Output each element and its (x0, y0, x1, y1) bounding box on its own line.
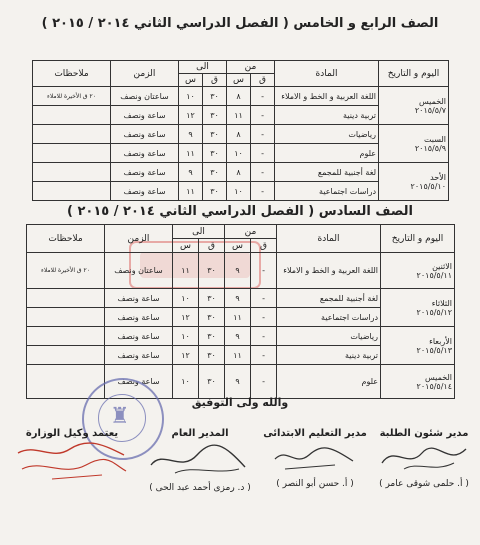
to-q-cell: ٣٠ (199, 289, 225, 308)
day-cell: الثلاثاء ٢٠١٥/٥/١٢ (381, 289, 455, 327)
signature-title: يعتمد وكيل الوزارة (25, 428, 119, 439)
header-to: الى (173, 225, 225, 239)
from-q-cell: - (251, 163, 275, 182)
to-s-cell: ١١ (173, 253, 199, 289)
to-s-cell: ١٢ (173, 308, 199, 327)
notes-cell (33, 106, 111, 125)
to-s-cell: ١٠ (173, 327, 199, 346)
subject-cell: لغة أجنبية للمجمع (277, 289, 381, 308)
subject-cell: رياضيات (275, 125, 379, 144)
header-to-q: ق (203, 74, 227, 87)
day-cell: الأحد ٢٠١٥/٥/١٠ (379, 163, 449, 201)
notes-cell: ٢٠ ق الأخيرة للاملاء (33, 87, 111, 106)
table-row (27, 327, 455, 346)
from-s-cell: ٨ (227, 125, 251, 144)
notes-cell (33, 125, 111, 144)
signature-title: مدير شئون الطلبة (379, 428, 469, 439)
signature-name: ( أ. حسن أبو النصر ) (276, 479, 354, 489)
duration-cell: ساعة ونصف (105, 346, 173, 365)
table-row (33, 125, 449, 144)
from-s-cell: ١١ (227, 106, 251, 125)
header-to-s: س (173, 239, 199, 253)
notes-cell (33, 163, 111, 182)
duration-cell: ساعة ونصف (111, 182, 179, 201)
from-s-cell: ٩ (225, 253, 251, 289)
subject-cell: علوم (275, 144, 379, 163)
signature-general-director (140, 428, 260, 493)
subject-cell: علوم (277, 365, 381, 399)
to-q-cell: ٣٠ (203, 87, 227, 106)
subject-cell: تربية دينية (275, 106, 379, 125)
to-q-cell: ٣٠ (203, 182, 227, 201)
from-s-cell: ٨ (227, 163, 251, 182)
from-q-cell: - (251, 125, 275, 144)
to-q-cell: ٣٠ (203, 163, 227, 182)
handwritten-signature (374, 439, 474, 475)
header-from: من (225, 225, 277, 239)
subject-cell: رياضيات (277, 327, 381, 346)
day-cell: الأربعاء ٢٠١٥/٥/١٣ (381, 327, 455, 365)
to-s-cell: ١٠ (173, 365, 199, 399)
to-s-cell: ٩ (179, 125, 203, 144)
day-cell: الاثنين ٢٠١٥/٥/١١ (381, 253, 455, 289)
header-from-q: ق (251, 239, 277, 253)
header-to: الى (179, 61, 227, 74)
to-s-cell: ٩ (179, 163, 203, 182)
signature-name: ( د. رمزى أحمد عبد الحى ) (149, 483, 251, 493)
duration-cell: ساعة ونصف (111, 125, 179, 144)
signature-name: ( أ. حلمى شوقى عامر ) (379, 479, 469, 489)
to-s-cell: ١١ (179, 182, 203, 201)
day-cell: السبت ٢٠١٥/٥/٩ (379, 125, 449, 163)
notes-cell (33, 144, 111, 163)
closing-text: والله ولى التوفيق (191, 396, 289, 409)
subject-cell: لغة أجنبية للمجمع (275, 163, 379, 182)
from-q-cell: - (251, 346, 277, 365)
signature-title: المدير العام (171, 428, 229, 439)
notes-cell (27, 327, 105, 346)
from-q-cell: - (251, 144, 275, 163)
from-s-cell: ١١ (225, 308, 251, 327)
subject-cell: دراسات اجتماعية (277, 308, 381, 327)
to-q-cell: ٣٠ (199, 253, 225, 289)
signature-title: مدير التعليم الابتدائى (263, 428, 367, 439)
subject-cell: اللغة العربية و الخط و الاملاء (277, 253, 381, 289)
notes-cell: ٢٠ ق الأخيرة للاملاء (27, 253, 105, 289)
duration-cell: ساعة ونصف (111, 163, 179, 182)
handwritten-signature (145, 439, 255, 479)
section1-title: الصف الرابع و الخامس ( الفصل الدراسي الثاني ٢٠١٤ / ٢٠١٥ ) (41, 16, 439, 31)
from-s-cell: ١٠ (227, 144, 251, 163)
from-s-cell: ٨ (227, 87, 251, 106)
subject-cell: اللغة العربية و الخط و الاملاء (275, 87, 379, 106)
header-to-s: س (179, 74, 203, 87)
table-row (33, 163, 449, 182)
notes-cell (33, 182, 111, 201)
to-s-cell: ١٢ (179, 106, 203, 125)
to-q-cell: ٣٠ (199, 308, 225, 327)
header-from-s: س (227, 74, 251, 87)
from-s-cell: ١٠ (227, 182, 251, 201)
handwritten-signature-red (12, 439, 132, 483)
duration-cell: ساعة ونصف (111, 106, 179, 125)
from-q-cell: - (251, 365, 277, 399)
header-duration: الزمن (105, 225, 173, 253)
to-q-cell: ٣٠ (203, 144, 227, 163)
section2-table (26, 224, 455, 399)
header-day: اليوم و التاريخ (381, 225, 455, 253)
from-q-cell: - (251, 87, 275, 106)
from-s-cell: ٩ (225, 327, 251, 346)
duration-cell: ساعتان ونصف (111, 87, 179, 106)
section2-title: الصف السادس ( الفصل الدراسي الثاني ٢٠١٤ / ٢٠١٥ ) (67, 204, 413, 219)
duration-cell: ساعة ونصف (105, 308, 173, 327)
duration-cell: ساعة ونصف (111, 144, 179, 163)
from-q-cell: - (251, 289, 277, 308)
header-day: اليوم و التاريخ (379, 61, 449, 87)
duration-cell: ساعتان ونصف (105, 253, 173, 289)
notes-cell (27, 346, 105, 365)
from-q-cell: - (251, 106, 275, 125)
header-notes: ملاحظات (27, 225, 105, 253)
to-q-cell: ٣٠ (203, 125, 227, 144)
day-cell: الخميس ٢٠١٥/٥/٧ (379, 87, 449, 125)
header-subject: المادة (277, 225, 381, 253)
to-s-cell: ١٢ (173, 346, 199, 365)
signature-primary-education (262, 428, 368, 489)
from-q-cell: - (251, 253, 277, 289)
header-duration: الزمن (111, 61, 179, 87)
to-q-cell: ٣٠ (203, 106, 227, 125)
from-s-cell: ١١ (225, 346, 251, 365)
header-from: من (227, 61, 275, 74)
from-q-cell: - (251, 308, 277, 327)
header-from-q: ق (251, 74, 275, 87)
signature-undersecretary (8, 428, 136, 487)
to-q-cell: ٣٠ (199, 327, 225, 346)
subject-cell: دراسات اجتماعية (275, 182, 379, 201)
to-s-cell: ١٠ (173, 289, 199, 308)
from-q-cell: - (251, 182, 275, 201)
table-row (27, 289, 455, 308)
to-s-cell: ١١ (179, 144, 203, 163)
table-row (33, 87, 449, 106)
table-row (27, 253, 455, 289)
from-q-cell: - (251, 327, 277, 346)
header-from-s: س (225, 239, 251, 253)
duration-cell: ساعة ونصف (105, 289, 173, 308)
from-s-cell: ٩ (225, 289, 251, 308)
subject-cell: تربية دينية (277, 346, 381, 365)
section1-table (32, 60, 449, 201)
notes-cell (27, 308, 105, 327)
day-cell: الخميس ٢٠١٥/٥/١٤ (381, 365, 455, 399)
notes-cell (27, 289, 105, 308)
duration-cell: ساعة ونصف (105, 327, 173, 346)
from-s-cell: ٩ (225, 365, 251, 399)
signature-student-affairs (372, 428, 476, 489)
eagle-emblem-icon: ♜ (110, 404, 130, 429)
to-q-cell: ٣٠ (199, 346, 225, 365)
header-subject: المادة (275, 61, 379, 87)
duration-cell: ساعة ونصف (105, 365, 173, 399)
handwritten-signature (265, 439, 365, 475)
to-q-cell: ٣٠ (199, 365, 225, 399)
header-to-q: ق (199, 239, 225, 253)
to-s-cell: ١٠ (179, 87, 203, 106)
header-notes: ملاحظات (33, 61, 111, 87)
